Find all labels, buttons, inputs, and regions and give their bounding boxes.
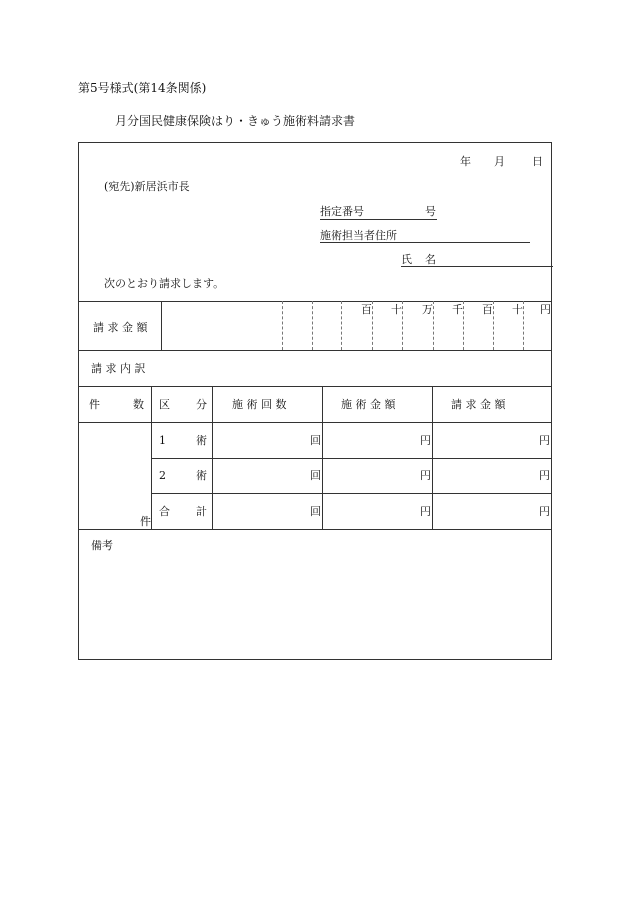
remarks-label: 備考 bbox=[91, 539, 113, 552]
count-unit: 件 bbox=[140, 515, 151, 528]
header-claim-amount: 請 求 金 額 bbox=[451, 398, 506, 411]
row-label-2: 計 bbox=[196, 505, 207, 518]
digit-divider bbox=[282, 301, 283, 350]
address-label: 施術担当者住所 bbox=[320, 229, 397, 242]
designation-underline bbox=[320, 219, 437, 220]
digit-unit: 百 bbox=[361, 303, 372, 316]
digit-divider bbox=[463, 301, 464, 350]
amount-top-line bbox=[79, 301, 551, 302]
addressee: (宛先)新居浜市長 bbox=[104, 180, 190, 193]
sessions-unit: 回 bbox=[310, 505, 321, 518]
amount-unit: 円 bbox=[420, 469, 431, 482]
statement: 次のとおり請求します。 bbox=[104, 277, 225, 290]
digit-divider bbox=[493, 301, 494, 350]
table-row-line bbox=[151, 493, 551, 494]
row-label-2: 術 bbox=[196, 434, 207, 447]
header-treatment-amount: 施 術 金 額 bbox=[341, 398, 396, 411]
sessions-unit: 回 bbox=[310, 469, 321, 482]
digit-divider bbox=[433, 301, 434, 350]
row-label-1: 合 bbox=[159, 505, 170, 518]
table-row-line bbox=[151, 458, 551, 459]
address-underline bbox=[320, 242, 530, 243]
claim-unit: 円 bbox=[539, 505, 550, 518]
name-underline bbox=[401, 266, 553, 267]
date-month: 月 bbox=[494, 155, 505, 168]
date-year: 年 bbox=[460, 155, 471, 168]
row-label-2: 術 bbox=[196, 469, 207, 482]
document-title: 月分国民健康保険はり・きゅう施術料請求書 bbox=[115, 114, 356, 128]
digit-unit: 千 bbox=[452, 303, 463, 316]
date-day: 日 bbox=[532, 155, 543, 168]
breakdown-label: 請 求 内 訳 bbox=[91, 362, 146, 375]
table-bottom-line bbox=[79, 529, 551, 530]
digit-divider bbox=[523, 301, 524, 350]
digit-divider bbox=[312, 301, 313, 350]
digit-unit: 万 bbox=[422, 303, 433, 316]
breakdown-top-line bbox=[79, 350, 551, 351]
digit-unit: 円 bbox=[540, 303, 551, 316]
row-label-1: 1 bbox=[159, 434, 166, 447]
amount-label-divider bbox=[161, 301, 162, 350]
claim-unit: 円 bbox=[539, 469, 550, 482]
header-category-2: 分 bbox=[196, 398, 207, 411]
header-count-1: 件 bbox=[89, 398, 100, 411]
digit-divider bbox=[402, 301, 403, 350]
digit-unit: 十 bbox=[512, 303, 523, 316]
form-number: 第5号様式(第14条関係) bbox=[78, 81, 207, 95]
amount-unit: 円 bbox=[420, 505, 431, 518]
sessions-unit: 回 bbox=[310, 434, 321, 447]
digit-unit: 百 bbox=[482, 303, 493, 316]
claim-form bbox=[78, 142, 552, 660]
table-header-line bbox=[79, 422, 551, 423]
designation-label: 指定番号 bbox=[320, 205, 364, 218]
name-label-1: 氏 bbox=[401, 253, 412, 266]
claim-unit: 円 bbox=[539, 434, 550, 447]
name-label-2: 名 bbox=[425, 253, 436, 266]
header-sessions: 施 術 回 数 bbox=[232, 398, 287, 411]
designation-suffix: 号 bbox=[425, 205, 436, 218]
amount-unit: 円 bbox=[420, 434, 431, 447]
digit-divider bbox=[372, 301, 373, 350]
amount-label: 請 求 金 額 bbox=[93, 321, 148, 334]
table-top-line bbox=[79, 386, 551, 387]
header-count-2: 数 bbox=[133, 398, 144, 411]
digit-divider bbox=[341, 301, 342, 350]
digit-unit: 十 bbox=[391, 303, 402, 316]
header-category-1: 区 bbox=[159, 398, 170, 411]
row-label-1: 2 bbox=[159, 469, 166, 482]
